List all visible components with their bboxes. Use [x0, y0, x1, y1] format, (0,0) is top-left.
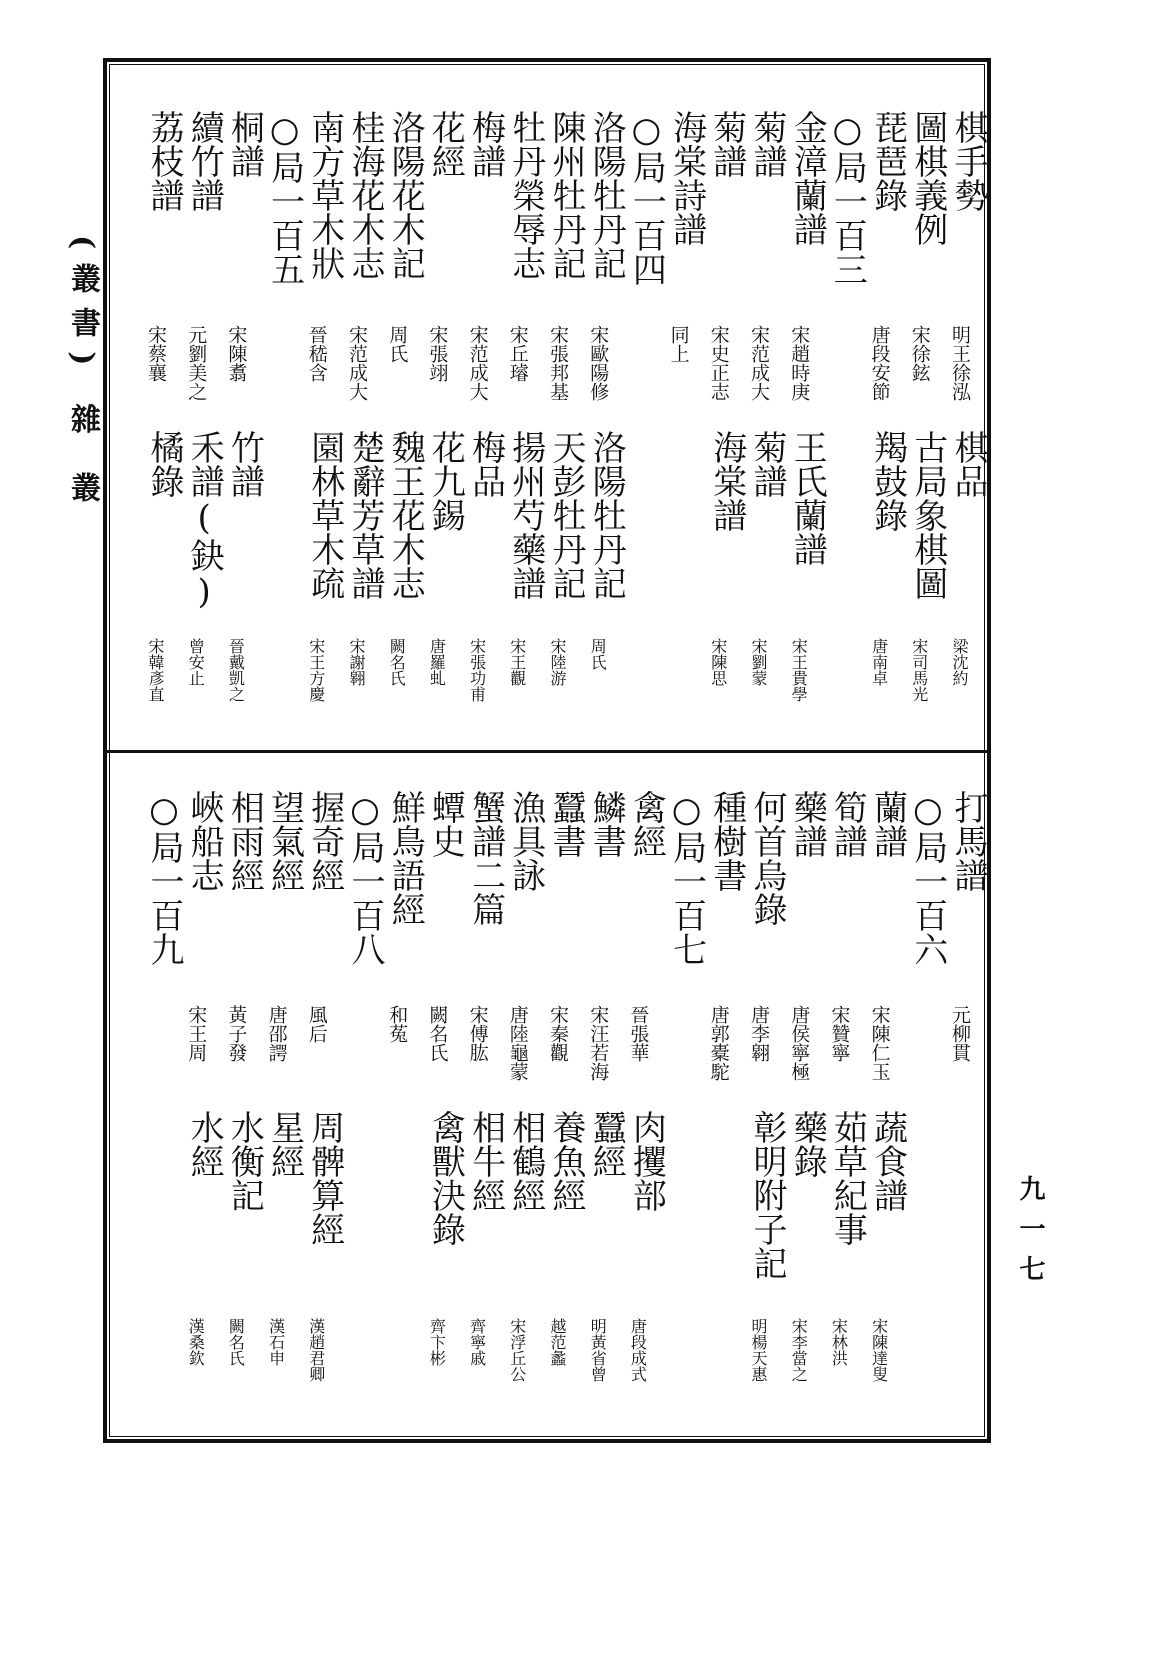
- book-title-secondary: 梅品: [465, 430, 506, 498]
- author-attribution: 宋傅肱: [466, 1005, 489, 1062]
- section-title: ○局一百七: [666, 790, 707, 966]
- author-attribution: 唐段成式: [628, 1318, 648, 1382]
- author-attribution: 元劉美之: [185, 325, 208, 401]
- author-attribution: 唐陸龜蒙: [506, 1005, 529, 1081]
- author-attribution: 宋徐鉉: [908, 325, 931, 382]
- author-attribution: 越范蠡: [548, 1318, 567, 1366]
- book-title-secondary: 揚州芍藥譜: [505, 430, 546, 600]
- author-attribution: 宋王方慶: [306, 638, 326, 702]
- author-attribution: 闕名氏: [226, 1318, 246, 1366]
- book-title-secondary: 禾譜(鈌): [184, 430, 225, 612]
- book-title: 望氣經: [264, 790, 305, 892]
- section-title: ○局一百四: [626, 110, 667, 286]
- author-attribution: 宋史正志: [707, 325, 730, 401]
- author-attribution: 宋陳仁玉: [868, 1005, 891, 1081]
- book-title: 棋手勢: [948, 110, 988, 212]
- author-attribution: 和菟: [386, 1005, 409, 1043]
- author-attribution: 宋張翊: [426, 325, 449, 382]
- author-attribution: 宋韓彥直: [146, 638, 165, 702]
- author-attribution: 宋王周: [185, 1005, 208, 1062]
- book-title-secondary: 蔬食譜: [867, 1110, 908, 1212]
- author-attribution: 風后: [305, 1005, 328, 1043]
- section-title: ○局一百八: [345, 790, 385, 966]
- author-attribution: 齊卞彬: [427, 1318, 447, 1366]
- section-title: ○局一百九: [144, 790, 184, 966]
- book-title-secondary: 蠶經: [586, 1110, 627, 1178]
- book-title: 漁具詠: [505, 790, 546, 892]
- author-attribution: 周氏: [588, 638, 608, 670]
- book-title-secondary: 園林草木疏: [304, 430, 345, 600]
- book-title: 牡丹榮辱志: [505, 110, 546, 280]
- book-title: 金漳蘭譜: [787, 110, 828, 246]
- author-attribution: 宋張功甫: [467, 638, 487, 702]
- author-attribution: 宋林洪: [829, 1318, 849, 1366]
- book-title: 鮮鳥語經: [385, 790, 426, 926]
- section-title: ○局一百五: [264, 110, 305, 286]
- author-attribution: 宋張邦基: [547, 325, 569, 401]
- book-title-secondary: 王氏蘭譜: [787, 430, 828, 566]
- book-title-secondary: 水經: [184, 1110, 225, 1178]
- author-attribution: 宋趙時庚: [788, 325, 811, 401]
- author-attribution: 宋贊寧: [828, 1005, 851, 1062]
- book-title: 續竹譜: [184, 110, 225, 212]
- book-title: 種樹書: [706, 790, 747, 892]
- author-attribution: 闕名氏: [387, 638, 407, 686]
- author-attribution: 同上: [667, 325, 690, 363]
- author-attribution: 漢桑欽: [186, 1318, 206, 1366]
- book-title-secondary: 古局象棋圖: [907, 430, 948, 600]
- book-title-secondary: 彰明附子記: [747, 1110, 787, 1280]
- section-title: ○局一百六: [907, 790, 948, 966]
- author-attribution: 宋謝翱: [347, 638, 366, 686]
- book-title: 鱗書: [586, 790, 627, 858]
- book-title-secondary: 橘錄: [144, 430, 184, 498]
- book-title: 藥譜: [787, 790, 828, 858]
- book-title-secondary: 水衡記: [224, 1110, 265, 1212]
- book-title-secondary: 周髀算經: [304, 1110, 345, 1246]
- book-title: 蘭譜: [867, 790, 908, 858]
- author-attribution: 唐郭橐駝: [707, 1005, 730, 1081]
- book-title-secondary: 洛陽牡丹記: [586, 430, 627, 600]
- author-attribution: 闕名氏: [426, 1005, 449, 1062]
- book-title: 梅譜: [465, 110, 506, 178]
- book-title-secondary: 天彭牡丹記: [546, 430, 586, 600]
- register-divider: [103, 750, 991, 753]
- author-attribution: 宋歐陽修: [587, 325, 610, 401]
- book-title-secondary: 花九錫: [425, 430, 466, 532]
- book-title-secondary: 竹譜: [224, 430, 265, 498]
- book-title: 洛陽牡丹記: [586, 110, 627, 280]
- author-attribution: 唐李翱: [748, 1005, 770, 1062]
- book-title-secondary: 茹草紀事: [827, 1110, 868, 1246]
- book-title-secondary: 棋品: [948, 430, 988, 498]
- author-attribution: 晉張華: [627, 1005, 650, 1062]
- author-attribution: 宋王貴學: [789, 638, 809, 702]
- author-attribution: 明黃省曾: [588, 1318, 608, 1382]
- book-title: 筍譜: [827, 790, 868, 858]
- section-title: ○局一百三: [827, 110, 868, 286]
- side-label-collection: (叢書) 雜 叢: [65, 235, 100, 517]
- book-title-secondary: 羯鼓錄: [867, 430, 908, 532]
- book-title: 峽船志: [184, 790, 225, 892]
- book-title-secondary: 魏王花木志: [385, 430, 426, 600]
- book-title-secondary: 相鶴經: [505, 1110, 546, 1212]
- book-title-secondary: 相牛經: [465, 1110, 506, 1212]
- book-title-secondary: 養魚經: [546, 1110, 586, 1212]
- book-title: 蟹譜二篇: [465, 790, 506, 926]
- author-attribution: 漢趙君卿: [306, 1318, 326, 1382]
- author-attribution: 宋浮丘公: [507, 1318, 527, 1382]
- author-attribution: 唐羅虬: [427, 638, 447, 686]
- book-title: 握奇經: [304, 790, 345, 892]
- author-attribution: 宋蔡襄: [145, 325, 167, 382]
- book-title: 相雨經: [224, 790, 265, 892]
- author-attribution: 唐南卓: [869, 638, 889, 686]
- author-attribution: 晉戴凱之: [226, 638, 246, 702]
- book-title: 荔枝譜: [144, 110, 184, 212]
- book-title: 何首烏錄: [747, 790, 787, 926]
- book-title: 琵琶錄: [867, 110, 908, 212]
- book-title-secondary: 星經: [264, 1110, 305, 1178]
- author-attribution: 宋丘璿: [506, 325, 529, 382]
- book-title: 桂海花木志: [345, 110, 385, 280]
- page-number: 九一七: [1015, 1175, 1045, 1295]
- book-title-secondary: 肉攫部: [626, 1110, 667, 1212]
- book-title: 花經: [425, 110, 466, 178]
- author-attribution: 宋范成大: [748, 325, 770, 401]
- author-attribution: 齊寧戚: [467, 1318, 487, 1366]
- book-title: 菊譜: [706, 110, 747, 178]
- author-attribution: 明楊天惠: [749, 1318, 768, 1382]
- author-attribution: 宋李當之: [789, 1318, 809, 1382]
- book-title-secondary: 楚辭芳草譜: [345, 430, 385, 600]
- book-title: 圖棋義例: [907, 110, 948, 246]
- author-attribution: 宋司馬光: [909, 638, 929, 702]
- author-attribution: 唐侯寧極: [788, 1005, 811, 1081]
- author-attribution: 宋陳思: [708, 638, 728, 686]
- author-attribution: 元柳貫: [949, 1005, 971, 1062]
- book-title-secondary: 菊譜: [747, 430, 787, 498]
- book-title: 海棠詩譜: [666, 110, 707, 246]
- book-title: 蟫史: [425, 790, 466, 858]
- book-title: 蠶書: [546, 790, 586, 858]
- book-title: 陳州牡丹記: [546, 110, 586, 280]
- author-attribution: 梁沈約: [950, 638, 969, 686]
- book-title: 菊譜: [747, 110, 787, 178]
- book-title-secondary: 藥錄: [787, 1110, 828, 1178]
- book-title-secondary: 禽獸決錄: [425, 1110, 466, 1246]
- author-attribution: 唐邵諤: [265, 1005, 288, 1062]
- book-title: 禽經: [626, 790, 667, 858]
- author-attribution: 晉嵇含: [305, 325, 328, 382]
- author-attribution: 曾安止: [186, 638, 206, 686]
- author-attribution: 宋劉蒙: [749, 638, 768, 686]
- author-attribution: 周氏: [386, 325, 409, 363]
- author-attribution: 明王徐泓: [949, 325, 971, 401]
- book-title: 南方草木狀: [304, 110, 345, 280]
- author-attribution: 黃子發: [225, 1005, 248, 1062]
- author-attribution: 宋王觀: [507, 638, 527, 686]
- author-attribution: 宋陸游: [548, 638, 567, 686]
- author-attribution: 唐段安節: [868, 325, 891, 401]
- author-attribution: 宋汪若海: [587, 1005, 610, 1081]
- author-attribution: 宋范成大: [466, 325, 489, 401]
- book-title-secondary: 海棠譜: [706, 430, 747, 532]
- author-attribution: 宋范成大: [346, 325, 368, 401]
- author-attribution: 漢石申: [266, 1318, 286, 1366]
- author-attribution: 宋秦觀: [547, 1005, 569, 1062]
- author-attribution: 宋陳達叟: [869, 1318, 889, 1382]
- book-title: 打馬譜: [948, 790, 988, 892]
- book-title: 桐譜: [224, 110, 265, 178]
- book-title: 洛陽花木記: [385, 110, 426, 280]
- author-attribution: 宋陳翥: [225, 325, 248, 382]
